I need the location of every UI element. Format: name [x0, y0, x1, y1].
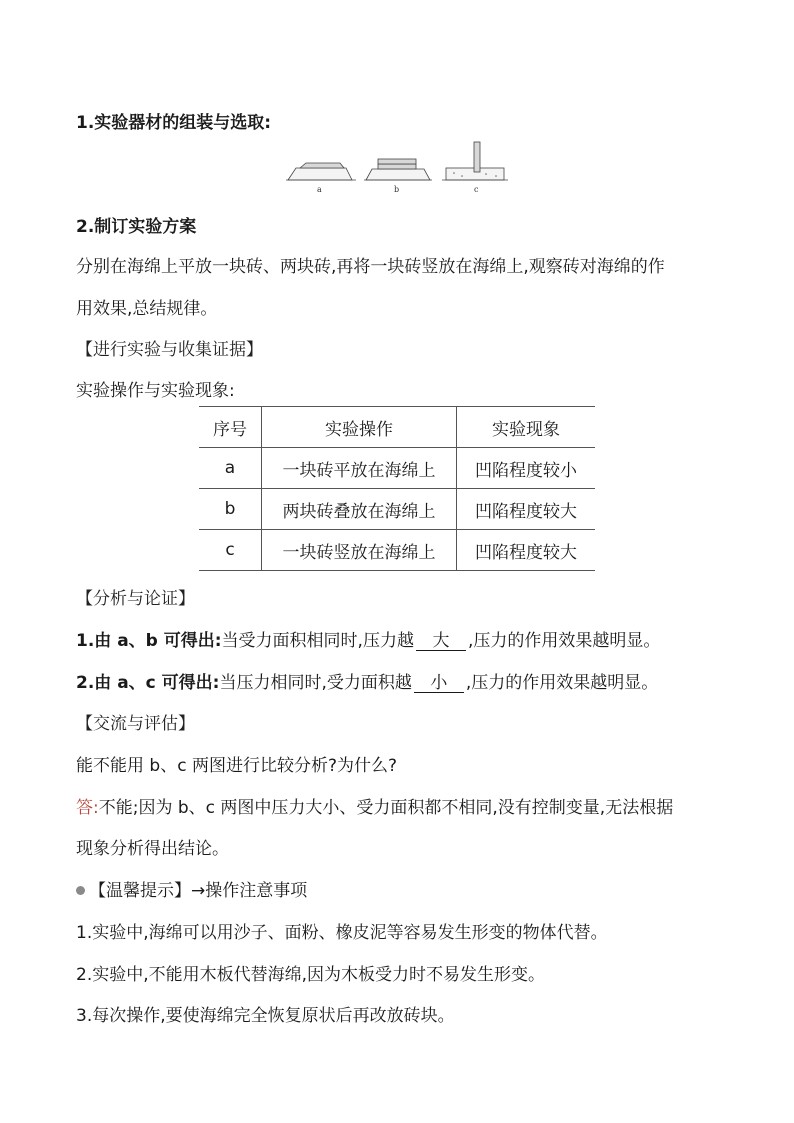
- table-cell: b: [199, 489, 262, 530]
- evaluation-answer-line-2: 现象分析得出结论。: [76, 839, 229, 859]
- tip-item-1: 1.实验中,海绵可以用沙子、面粉、橡皮泥等容易发生形变的物体代替。: [76, 923, 608, 943]
- evaluation-question: 能不能用 b、c 两图进行比较分析?为什么?: [76, 756, 397, 776]
- tips-heading: 【温馨提示】→操作注意事项: [89, 881, 308, 901]
- table-cell: 一块砖竖放在海绵上: [262, 530, 457, 571]
- tip-item-3: 3.每次操作,要使海绵完全恢复原状后再改放砖块。: [76, 1006, 455, 1026]
- analysis-item-1: [76, 626, 660, 651]
- table-row: [199, 489, 595, 530]
- figure-a-sponge-one-brick: [286, 163, 356, 194]
- table-header-cell: 序号: [199, 407, 262, 448]
- table-cell: c: [199, 530, 262, 571]
- answer-text-1: 不能;因为 b、c 两图中压力大小、受力面积都不相同,没有控制变量,无法根据: [98, 798, 674, 818]
- plan-text-line-1: 分别在海绵上平放一块砖、两块砖,再将一块砖竖放在海绵上,观察砖对海绵的作: [76, 257, 665, 277]
- analysis-item-1-blank: 大: [416, 632, 466, 651]
- analysis-item-1-prefix: 1.由 a、b 可得出:: [76, 631, 222, 651]
- experiment-table: [199, 406, 595, 571]
- analysis-item-1-before: 当受力面积相同时,压力越: [221, 631, 414, 651]
- table-header-cell: 实验操作: [262, 407, 457, 448]
- tip-item-2: 2.实验中,不能用木板代替海绵,因为木板受力时不易发生形变。: [76, 965, 546, 985]
- analysis-item-2-before: 当压力相同时,受力面积越: [219, 673, 412, 693]
- analysis-item-2-after: ,压力的作用效果越明显。: [465, 673, 659, 693]
- section-heading-experiment: 【进行实验与收集证据】: [76, 340, 263, 360]
- analysis-item-2: [76, 668, 658, 693]
- analysis-item-1-after: ,压力的作用效果越明显。: [467, 631, 661, 651]
- table-header-cell: 实验现象: [457, 407, 596, 448]
- evaluation-answer-line-1: [76, 793, 673, 818]
- table-cell: 凹陷程度较小: [457, 448, 596, 489]
- table-cell: a: [199, 448, 262, 489]
- section-heading-equipment: 1.实验器材的组装与选取:: [76, 113, 272, 133]
- figure-label-b: b: [394, 185, 400, 194]
- table-cell: 凹陷程度较大: [457, 530, 596, 571]
- table-cell: 凹陷程度较大: [457, 489, 596, 530]
- figure-label-a: a: [317, 185, 322, 194]
- experiment-intro: 实验操作与实验现象:: [76, 381, 235, 401]
- section-heading-evaluation: 【交流与评估】: [76, 714, 195, 734]
- tips-heading-row: [76, 876, 307, 901]
- section-heading-plan: 2.制订实验方案: [76, 217, 197, 237]
- answer-prefix: 答:: [76, 798, 99, 818]
- analysis-item-2-prefix: 2.由 a、c 可得出:: [76, 673, 220, 693]
- table-row: [199, 448, 595, 489]
- table-header-row: [199, 407, 595, 448]
- table-cell: 一块砖平放在海绵上: [262, 448, 457, 489]
- table-cell: 两块砖叠放在海绵上: [262, 489, 457, 530]
- tip-bullet-icon: [76, 886, 85, 895]
- section-heading-analysis: 【分析与论证】: [76, 589, 195, 609]
- analysis-item-2-blank: 小: [414, 674, 464, 693]
- experiment-figure: [286, 138, 510, 198]
- figure-b-sponge-two-bricks: [364, 159, 432, 194]
- plan-text-line-2: 用效果,总结规律。: [76, 299, 218, 319]
- table-row: [199, 530, 595, 571]
- figure-label-c: c: [474, 185, 479, 194]
- figure-c-sponge-upright-brick: [442, 142, 508, 194]
